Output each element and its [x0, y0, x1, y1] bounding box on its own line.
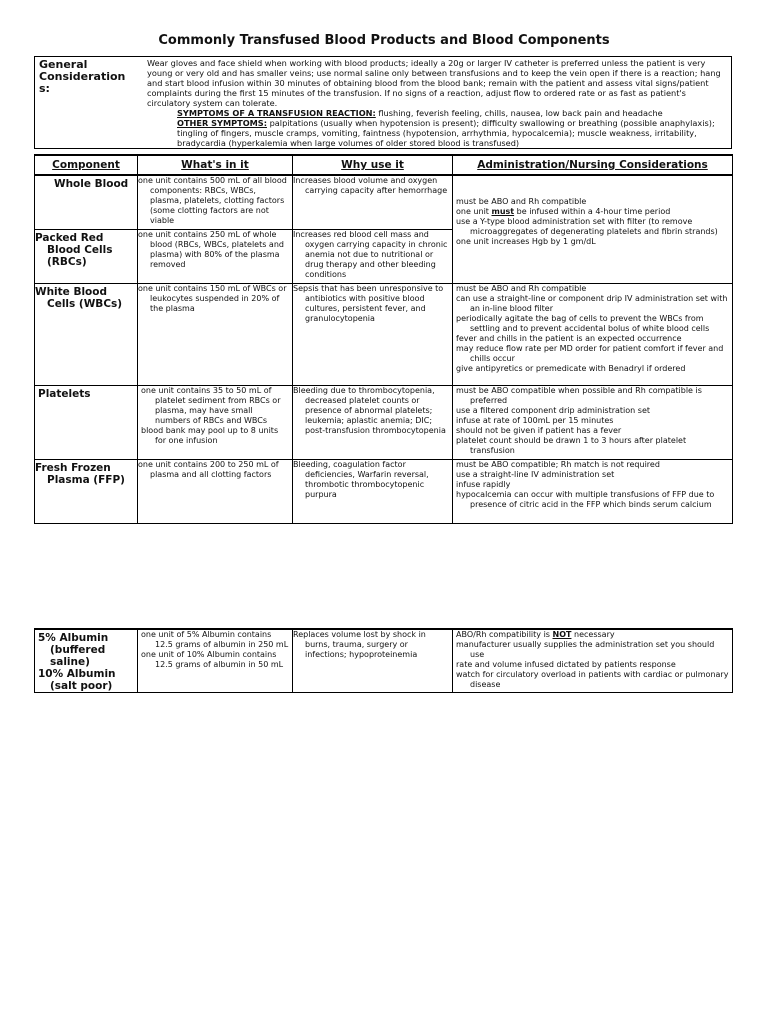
general-considerations-box — [34, 56, 732, 149]
list-item: give antipyretics or premedicate with Benadryl if ordered — [456, 363, 686, 373]
component-wbcs: White Blood Cells (WBCs) — [35, 283, 138, 385]
list-item: one unit increases Hgb by 1 gm/dL — [456, 237, 596, 246]
admin-wbcs — [453, 283, 733, 385]
general-text: Wear gloves and face shield when working with blood products; ideally a 20g or larger IV catheter is preferred unless the patient is very young or very old and has smaller veins; use normal saline only between transfusions and to keep the vein open if there is a reaction; hang and start blood infusion within 30 minutes of obtaining blood from the blood bank; remain with the patient and assess vital signs/patient complaints during the first 15 minutes of the transfusion. If no signs of a reaction, adjust flow to ordered rate or as fast as patient's circulatory system can tolerate. — [147, 58, 721, 108]
whats-in-platelets — [138, 385, 293, 459]
list-item: platelet count should be drawn 1 to 3 hours after platelet transfusion — [456, 435, 687, 455]
why-use-albumin: Replaces volume lost by shock in burns, trauma, surgery or infections; hypoproteinemia — [293, 629, 453, 693]
albumin-table — [34, 628, 733, 693]
component-platelets: Platelets — [35, 385, 138, 459]
emphasis-not: NOT — [552, 630, 572, 639]
table-row — [35, 629, 733, 693]
list-item: one unit of 5% Albumin contains 12.5 grams of albumin in 250 mL — [141, 630, 289, 649]
component-albumin-10: 10% Albumin (salt poor) — [38, 668, 116, 692]
whats-in-whole-blood: one unit contains 500 mL of all blood components: RBCs, WBCs, plasma, platelets, clotting factors (some clotting factors are not viable — [138, 175, 293, 229]
text-span: one unit — [456, 207, 492, 216]
list-item: use a straight-line IV administration set — [456, 469, 615, 479]
symptoms-text: flushing, feverish feeling, chills, nausea, low back pain and headache — [375, 108, 663, 118]
blood-products-table — [34, 154, 733, 524]
list-item: fever and chills in the patient is an expected occurrence — [456, 333, 682, 343]
list-item — [456, 207, 729, 217]
whats-in-albumin — [138, 629, 293, 693]
list-item: use a Y-type blood administration set with filter (to remove microaggregates of degenerating platelets and fibrin strands) — [456, 217, 718, 236]
list-item: one unit of 10% Albumin contains 12.5 grams of albumin in 50 mL — [141, 650, 284, 669]
component-whole-blood: Whole Blood — [35, 175, 138, 229]
list-item: use a filtered component drip administration set — [456, 405, 651, 415]
list-item: infuse rapidly — [456, 479, 511, 489]
table-row — [35, 385, 733, 459]
text-span: necessary — [571, 630, 615, 639]
whats-in-wbcs: one unit contains 150 mL of WBCs or leukocytes suspended in 20% of the plasma — [138, 283, 293, 385]
list-item: can use a straight-line or component drip IV administration set with an in-line blood filter — [456, 293, 728, 313]
list-item: hypocalcemia can occur with multiple transfusions of FFP due to presence of citric acid in the FFP which binds serum calcium — [456, 489, 715, 509]
component-packed-rbcs: Packed Red Blood Cells (RBCs) — [35, 229, 138, 283]
why-use-whole-blood: Increases blood volume and oxygen carrying capacity after hemorrhage — [293, 175, 453, 229]
page-title: Commonly Transfused Blood Products and Blood Components — [158, 33, 610, 48]
admin-albumin — [453, 629, 733, 693]
other-symptoms-line — [177, 118, 725, 148]
list-item: may reduce flow rate per MD order for patient comfort if fever and chills occur — [456, 343, 724, 363]
list-item: must be ABO and Rh compatible — [456, 283, 587, 293]
whats-in-ffp: one unit contains 200 to 250 mL of plasma and all clotting factors — [138, 459, 293, 523]
symptoms-line — [177, 108, 725, 118]
list-item: should not be given if patient has a fever — [456, 425, 622, 435]
list-item: infuse at rate of 100mL per 15 minutes — [456, 415, 614, 425]
list-item: one unit contains 35 to 50 mL of platelet sediment from RBCs or plasma, may have small numbers of RBCs and WBCs — [141, 385, 281, 425]
list-item — [456, 630, 729, 640]
other-symptoms-label: OTHER SYMPTOMS: — [177, 118, 267, 128]
list-item: manufacturer usually supplies the administration set you should use — [456, 640, 715, 659]
table-row — [35, 175, 733, 229]
general-considerations-label: General Consideration s: — [39, 58, 126, 95]
text-span: ABO/Rh compatibility is — [456, 630, 553, 639]
why-use-ffp: Bleeding, coagulation factor deficiencies, Warfarin reversal, thrombotic thrombocytopenic purpura — [293, 459, 453, 523]
list-item: periodically agitate the bag of cells to prevent the WBCs from settling and to prevent accidental bolus of white blood cells — [456, 313, 710, 333]
list-item: rate and volume infused dictated by patients response — [456, 660, 676, 669]
why-use-wbcs: Sepsis that has been unresponsive to antibiotics with positive blood cultures, persistent fever, and granulocytopenia — [293, 283, 453, 385]
admin-platelets — [453, 385, 733, 459]
whats-in-packed-rbcs: one unit contains 250 mL of whole blood (RBCs, WBCs, platelets and plasma) with 80% of the plasma removed — [138, 229, 293, 283]
header-whats-in-it: What's in it — [138, 155, 293, 175]
component-ffp: Fresh Frozen Plasma (FFP) — [35, 459, 138, 523]
why-use-platelets: Bleeding due to thrombocytopenia, decreased platelet counts or presence of abnormal platelets; leukemia; aplastic anemia; DIC; post-transfusion thrombocytopenia — [293, 385, 453, 459]
list-item: blood bank may pool up to 8 units for one infusion — [141, 425, 279, 445]
other-symptoms-text: palpitations (usually when hypotension is present); difficulty swallowing or breathing (possible anaphylaxis); tingling of fingers, muscle cramps, vomiting, faintness (hypotension, arrhythmia, hypocalcemia); muscle weakness, irritability, bradycardia (hyperkalemia when large volumes of older stored blood is transfused) — [177, 118, 715, 148]
text-span: be infused within a 4-hour time period — [514, 207, 671, 216]
emphasis-must: must — [491, 207, 515, 216]
table-row — [35, 459, 733, 523]
admin-ffp — [453, 459, 733, 523]
symptoms-label: SYMPTOMS OF A TRANSFUSION REACTION: — [177, 108, 376, 118]
list-item: must be ABO and Rh compatible — [456, 197, 587, 206]
header-component: Component — [35, 155, 138, 175]
list-item: must be ABO compatible when possible and Rh compatible is preferred — [456, 385, 702, 405]
component-albumin — [35, 629, 138, 693]
component-albumin-5: 5% Albumin (buffered saline) — [38, 632, 109, 668]
list-item: watch for circulatory overload in patients with cardiac or pulmonary disease — [456, 670, 729, 689]
header-administration: Administration/Nursing Considerations — [453, 155, 733, 175]
header-why-use-it: Why use it — [293, 155, 453, 175]
list-item: must be ABO compatible; Rh match is not required — [456, 459, 660, 469]
table-header-row — [35, 155, 733, 175]
table-row — [35, 283, 733, 385]
admin-whole-blood-and-rbcs — [453, 175, 733, 283]
general-considerations-text — [147, 58, 725, 148]
why-use-packed-rbcs: Increases red blood cell mass and oxygen carrying capacity in chronic anemia not due to nutritional or drug therapy and other bleeding conditions — [293, 229, 453, 283]
